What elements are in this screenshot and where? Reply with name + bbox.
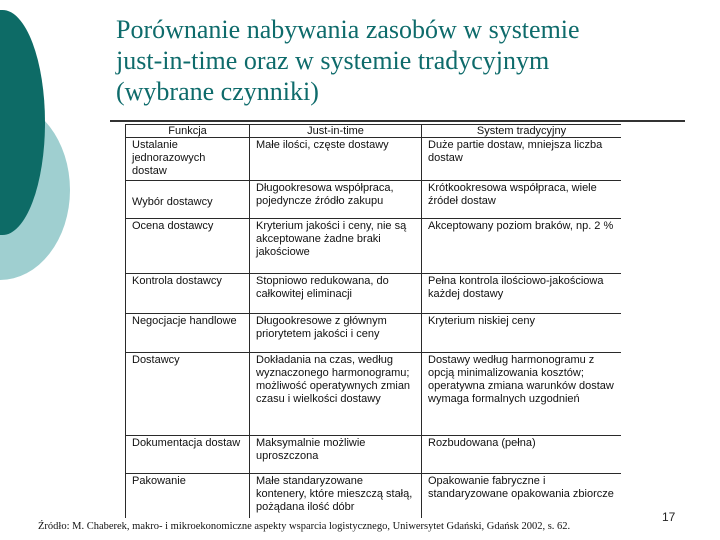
title-line-2: just-in-time oraz w systemie tradycyjnym bbox=[116, 46, 550, 75]
cell-function: Ocena dostawcy bbox=[126, 219, 250, 274]
table-row bbox=[126, 138, 622, 181]
cell-function-text: Wybór dostawcy bbox=[132, 196, 213, 208]
cell-traditional: Pełna kontrola ilościowo-jakościowa każdej dostawy bbox=[422, 274, 622, 314]
cell-function: Dostawcy bbox=[126, 353, 250, 436]
table-row bbox=[126, 181, 622, 219]
header-jit: Just-in-time bbox=[250, 125, 422, 138]
cell-function: Ustalanie jednorazowych dostaw bbox=[126, 138, 250, 181]
cell-jit: Maksymalnie możliwie uproszczona bbox=[250, 436, 422, 474]
cell-traditional: Akceptowany poziom braków, np. 2 % bbox=[422, 219, 622, 274]
cell-function: Pakowanie bbox=[126, 474, 250, 519]
table-row bbox=[126, 436, 622, 474]
cell-traditional: Krótkookresowa współpraca, wiele źródeł dostaw bbox=[422, 181, 622, 219]
cell-function: Kontrola dostawcy bbox=[126, 274, 250, 314]
cell-function: Dokumentacja dostaw bbox=[126, 436, 250, 474]
table-row bbox=[126, 314, 622, 353]
cell-traditional: Duże partie dostaw, mniejsza liczba dostaw bbox=[422, 138, 622, 181]
table-row bbox=[126, 474, 622, 519]
cell-jit: Długookresowa współpraca, pojedyncze źródło zakupu bbox=[250, 181, 422, 219]
cell-jit: Małe standaryzowane kontenery, które mieszczą stałą, pożądana ilość dóbr bbox=[250, 474, 422, 519]
cell-traditional: Dostawy według harmonogramu z opcją minimalizowania kosztów; operatywna zmiana warunków dostaw wymaga formalnych uzgodnień bbox=[422, 353, 622, 436]
comparison-table-container bbox=[125, 124, 621, 518]
table-header-row bbox=[126, 125, 622, 138]
cell-traditional: Opakowanie fabryczne i standaryzowane opakowania zbiorcze bbox=[422, 474, 622, 519]
cell-jit: Małe ilości, częste dostawy bbox=[250, 138, 422, 181]
table-row bbox=[126, 219, 622, 274]
title-line-3: (wybrane czynniki) bbox=[116, 77, 319, 106]
cell-function bbox=[126, 181, 250, 219]
header-function: Funkcja bbox=[126, 125, 250, 138]
cell-jit: Długookresowe z głównym priorytetem jakości i ceny bbox=[250, 314, 422, 353]
page-number: 17 bbox=[662, 510, 676, 524]
cell-jit: Dokładania na czas, według wyznaczonego harmonogramu; możliwość operatywnych zmian czasu i wielkości dostawy bbox=[250, 353, 422, 436]
table-row bbox=[126, 353, 622, 436]
slide-title bbox=[116, 14, 696, 107]
source-citation: Źródło: M. Chaberek, makro- i mikroekonomiczne aspekty wsparcia logistycznego, Uniwersytet Gdański, Gdańsk 2002, s. 62. bbox=[38, 521, 571, 532]
cell-jit: Stopniowo redukowana, do całkowitej eliminacji bbox=[250, 274, 422, 314]
cell-traditional: Kryterium niskiej ceny bbox=[422, 314, 622, 353]
title-divider bbox=[110, 120, 685, 122]
cell-function: Negocjacje handlowe bbox=[126, 314, 250, 353]
table-row bbox=[126, 274, 622, 314]
comparison-table bbox=[125, 124, 621, 518]
cell-jit: Kryterium jakości i ceny, nie są akceptowane żadne braki jakościowe bbox=[250, 219, 422, 274]
title-line-1: Porównanie nabywania zasobów w systemie bbox=[116, 15, 580, 44]
cell-traditional: Rozbudowana (pełna) bbox=[422, 436, 622, 474]
header-traditional: System tradycyjny bbox=[422, 125, 622, 138]
